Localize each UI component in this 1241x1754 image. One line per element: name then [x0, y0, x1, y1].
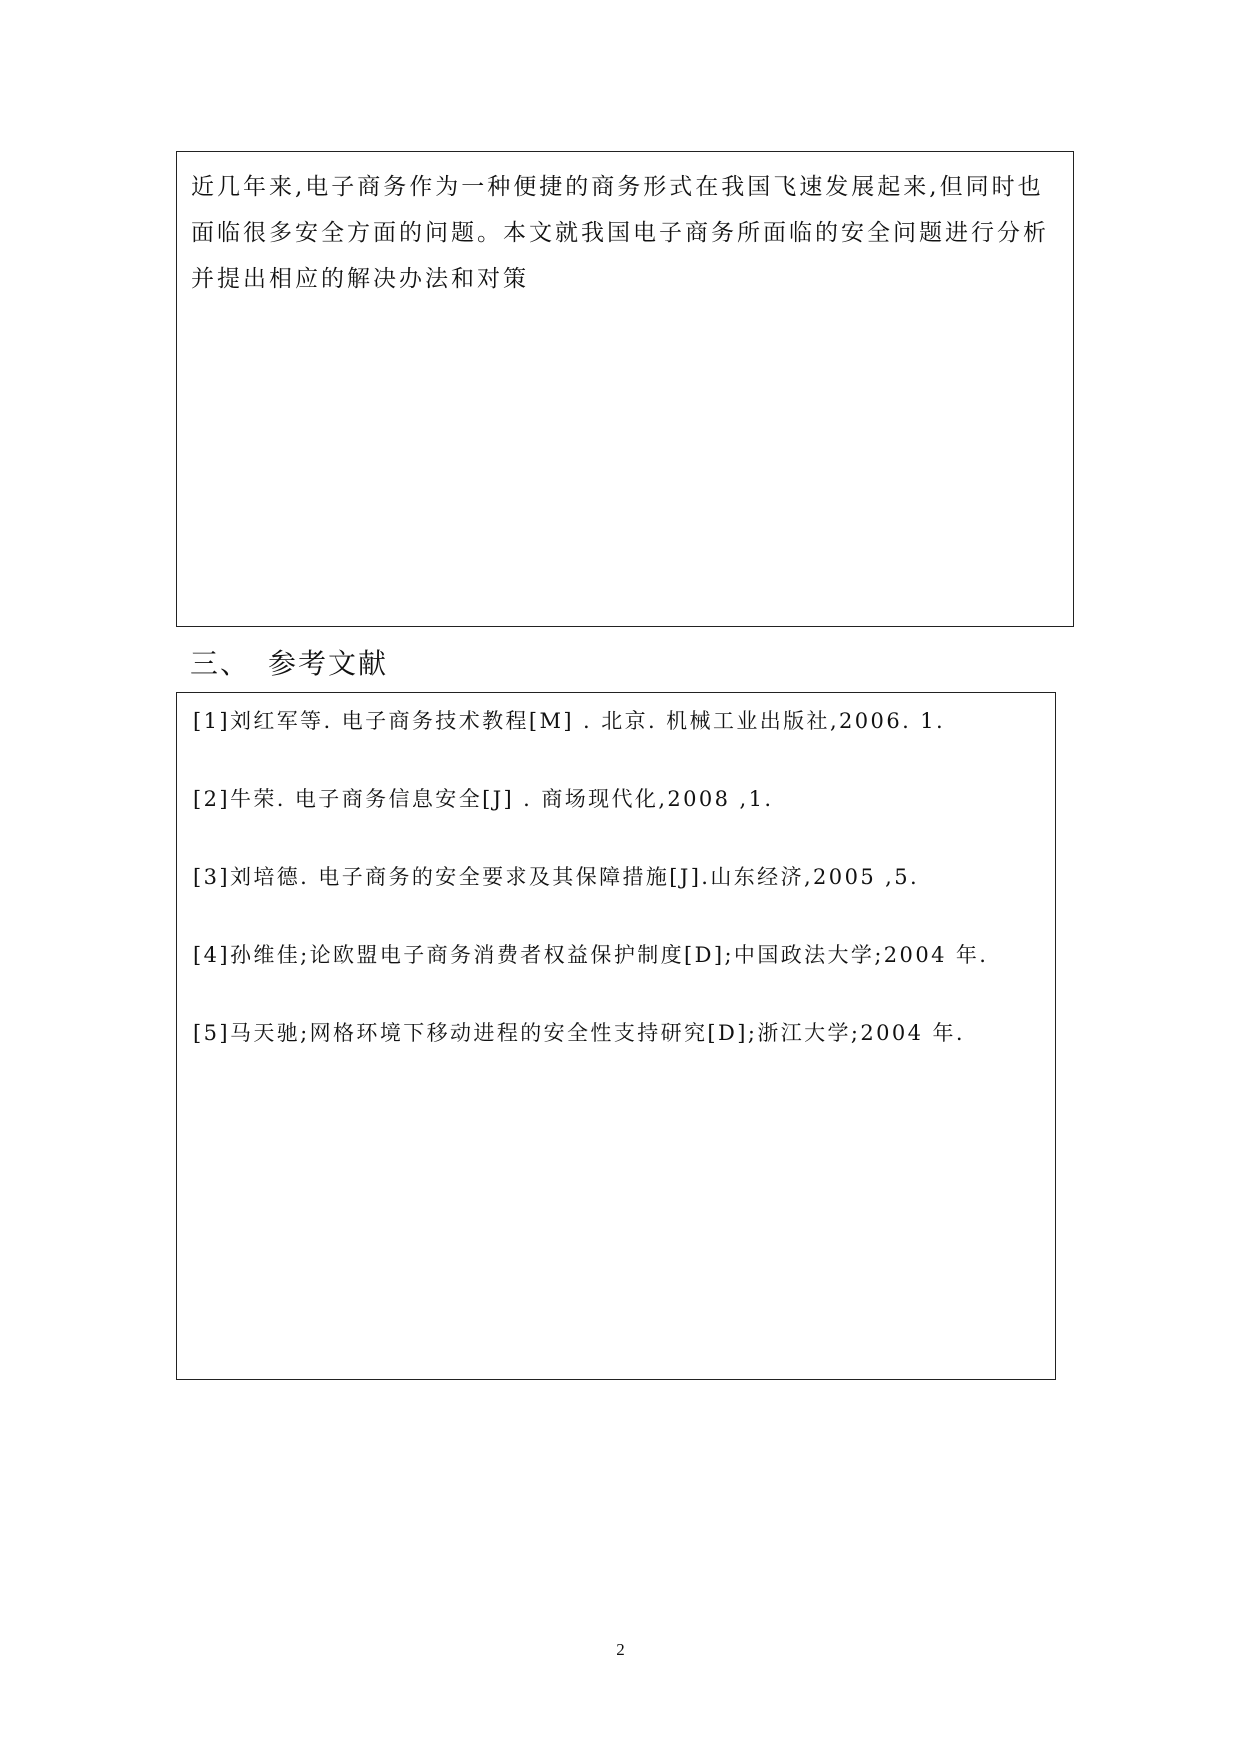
reference-item-3: [3]刘培德. 电子商务的安全要求及其保障措施[J].山东经济,2005 ,5.: [193, 865, 920, 889]
reference-item-1: [1]刘红军等. 电子商务技术教程[M] . 北京. 机械工业出版社,2006. 1.: [193, 709, 946, 733]
abstract-box: [176, 151, 1074, 627]
reference-item-5: [5]马天驰;网格环境下移动进程的安全性支持研究[D];浙江大学;2004 年.: [193, 1021, 965, 1045]
abstract-text: 近几年来,电子商务作为一种便捷的商务形式在我国飞速发展起来,但同时也面临很多安全方面的问题。本文就我国电子商务所面临的安全问题进行分析并提出相应的解决办法和对策: [191, 174, 1049, 292]
reference-item-2: [2]牛荣. 电子商务信息安全[J] . 商场现代化,2008 ,1.: [193, 787, 774, 811]
reference-item-4: [4]孙维佳;论欧盟电子商务消费者权益保护制度[D];中国政法大学;2004 年.: [193, 943, 989, 967]
section-title: 参考文献: [268, 647, 389, 680]
section-number: 三、: [190, 647, 251, 680]
reference-list: [193, 701, 1055, 1053]
references-heading: [190, 642, 388, 682]
references-box: [176, 692, 1056, 1380]
page-number: 2: [616, 1640, 625, 1659]
